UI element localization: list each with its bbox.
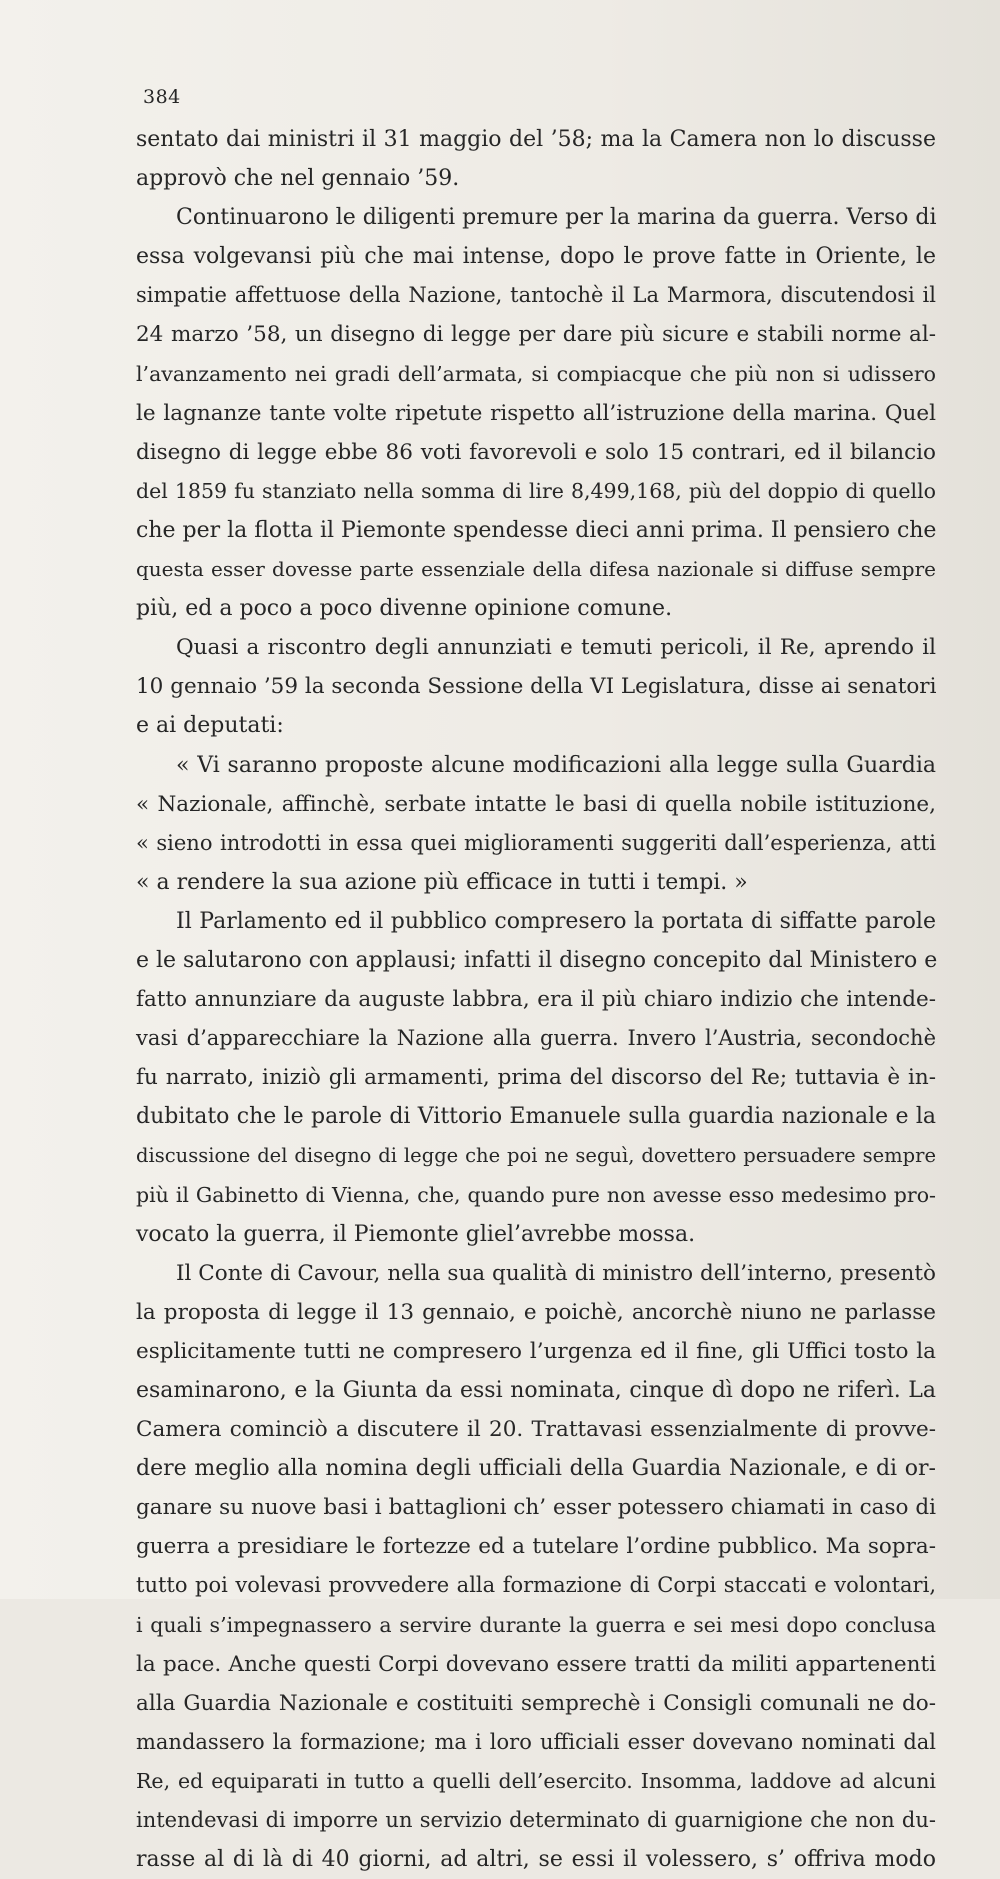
text-line: e le salutarono con applausi; infatti il disegno concepito dal Ministero e bbox=[136, 947, 938, 973]
text-line: mandassero la formazione; ma i loro ufficiali esser dovevano nominati dal bbox=[136, 1729, 936, 1754]
text-line: le lagnanze tante volte ripetute rispetto all’istruzione della marina. Quel bbox=[136, 400, 936, 426]
text-line: questa esser dovesse parte essenziale della difesa nazionale si diffuse sempre bbox=[136, 557, 936, 582]
text-line: guerra a presidiare le fortezze ed a tutelare l’ordine pubblico. Ma sopra- bbox=[136, 1534, 936, 1560]
text-line: e ai deputati: bbox=[136, 713, 284, 739]
body-text bbox=[136, 120, 936, 1879]
page-number: 384 bbox=[143, 86, 181, 108]
text-line: discussione del disegno di legge che poi ne seguì, dovettero persuadere sempre bbox=[136, 1144, 936, 1168]
text-line: alla Guardia Nazionale e costituiti semprechè i Consigli comunali ne do- bbox=[136, 1690, 936, 1716]
text-line: sentato dai ministri il 31 maggio del ’58; ma la Camera non lo discusse bbox=[136, 127, 936, 152]
text-line: esplicitamente tutti ne compresero l’urgenza ed il fine, gli Uffici tosto la bbox=[136, 1338, 936, 1364]
text-line: « a rendere la sua azione più efficace in tutti i tempi. » bbox=[136, 869, 748, 895]
text-line: approvò che nel gennaio ’59. bbox=[136, 166, 460, 192]
text-line: del 1859 fu stanziato nella somma di lire 8,499,168, più del doppio di quello bbox=[136, 478, 936, 503]
text-line: che per la flotta il Piemonte spendesse dieci anni prima. Il pensiero che bbox=[136, 517, 937, 543]
text-line: disegno di legge ebbe 86 voti favorevoli e solo 15 contrari, ed il bilancio bbox=[136, 439, 936, 465]
text-line: 24 marzo ’58, un disegno di legge per dare più sicure e stabili norme al- bbox=[136, 322, 936, 348]
text-line: rasse al di là di 40 giorni, ad altri, se essi il volessero, s’ offriva modo bbox=[136, 1847, 936, 1873]
text-line: fatto annunziare da auguste labbra, era il più chiaro indizio che intende- bbox=[136, 987, 936, 1013]
text-line: « Nazionale, affinchè, serbate intatte le basi di quella nobile istituzione, bbox=[136, 791, 936, 817]
text-line: più il Gabinetto di Vienna, che, quando pure non avesse esso medesimo pro- bbox=[136, 1182, 936, 1207]
text-line: intendevasi di imporre un servizio determinato di guarnigione che non du- bbox=[136, 1808, 936, 1833]
text-line: dubitato che le parole di Vittorio Emanuele sulla guardia nazionale e la bbox=[136, 1104, 936, 1130]
text-line: ganare su nuove basi i battaglioni ch’ esser potessero chiamati in caso di bbox=[136, 1495, 936, 1521]
text-line: la proposta di legge il 13 gennaio, e poichè, ancorchè niuno ne parlasse bbox=[136, 1299, 936, 1325]
text-line: Camera cominciò a discutere il 20. Trattavasi essenzialmente di provve- bbox=[136, 1417, 936, 1443]
text-line: i quali s’impegnassero a servire durante la guerra e sei mesi dopo conclusa bbox=[136, 1612, 936, 1637]
text-line: « Vi saranno proposte alcune modificazioni alla legge sulla Guardia bbox=[176, 752, 936, 778]
text-line: tutto poi volevasi provvedere alla formazione di Corpi staccati e volontari, bbox=[136, 1573, 936, 1598]
text-line: dere meglio alla nomina degli ufficiali della Guardia Nazionale, e di or- bbox=[136, 1456, 936, 1482]
text-line: 10 gennaio ’59 la seconda Sessione della VI Legislatura, disse ai senatori bbox=[136, 674, 937, 700]
text-line: Re, ed equiparati in tutto a quelli dell’esercito. Insomma, laddove ad alcuni bbox=[136, 1768, 936, 1793]
text-line: « sieno introdotti in essa quei miglioramenti suggeriti dall’esperienza, atti bbox=[136, 830, 936, 855]
text-line: simpatie affettuose della Nazione, tantochè il La Marmora, discutendosi il bbox=[136, 283, 936, 308]
text-line: Continuarono le diligenti premure per la marina da guerra. Verso di bbox=[176, 205, 937, 231]
text-line: Il Parlamento ed il pubblico compresero la portata di siffatte parole bbox=[176, 908, 936, 934]
text-line: vocato la guerra, il Piemonte gliel’avrebbe mossa. bbox=[136, 1221, 696, 1247]
text-line: la pace. Anche questi Corpi dovevano essere tratti da militi appartenenti bbox=[136, 1651, 936, 1677]
text-line: l’avanzamento nei gradi dell’armata, si compiacque che più non si udissero bbox=[136, 361, 936, 386]
text-line: Il Conte di Cavour, nella sua qualità di ministro dell’interno, presentò bbox=[176, 1260, 936, 1286]
text-line: Quasi a riscontro degli annunziati e temuti pericoli, il Re, aprendo il bbox=[176, 635, 936, 661]
text-line: fu narrato, iniziò gli armamenti, prima del discorso del Re; tuttavia è in- bbox=[136, 1065, 936, 1091]
text-line: esaminarono, e la Giunta da essi nominata, cinque dì dopo ne riferì. La bbox=[136, 1378, 936, 1403]
text-line: vasi d’apparecchiare la Nazione alla guerra. Invero l’Austria, secondochè bbox=[136, 1026, 936, 1051]
text-line: più, ed a poco a poco divenne opinione comune. bbox=[136, 596, 673, 622]
text-line: essa volgevansi più che mai intense, dopo le prove fatte in Oriente, le bbox=[136, 244, 936, 270]
